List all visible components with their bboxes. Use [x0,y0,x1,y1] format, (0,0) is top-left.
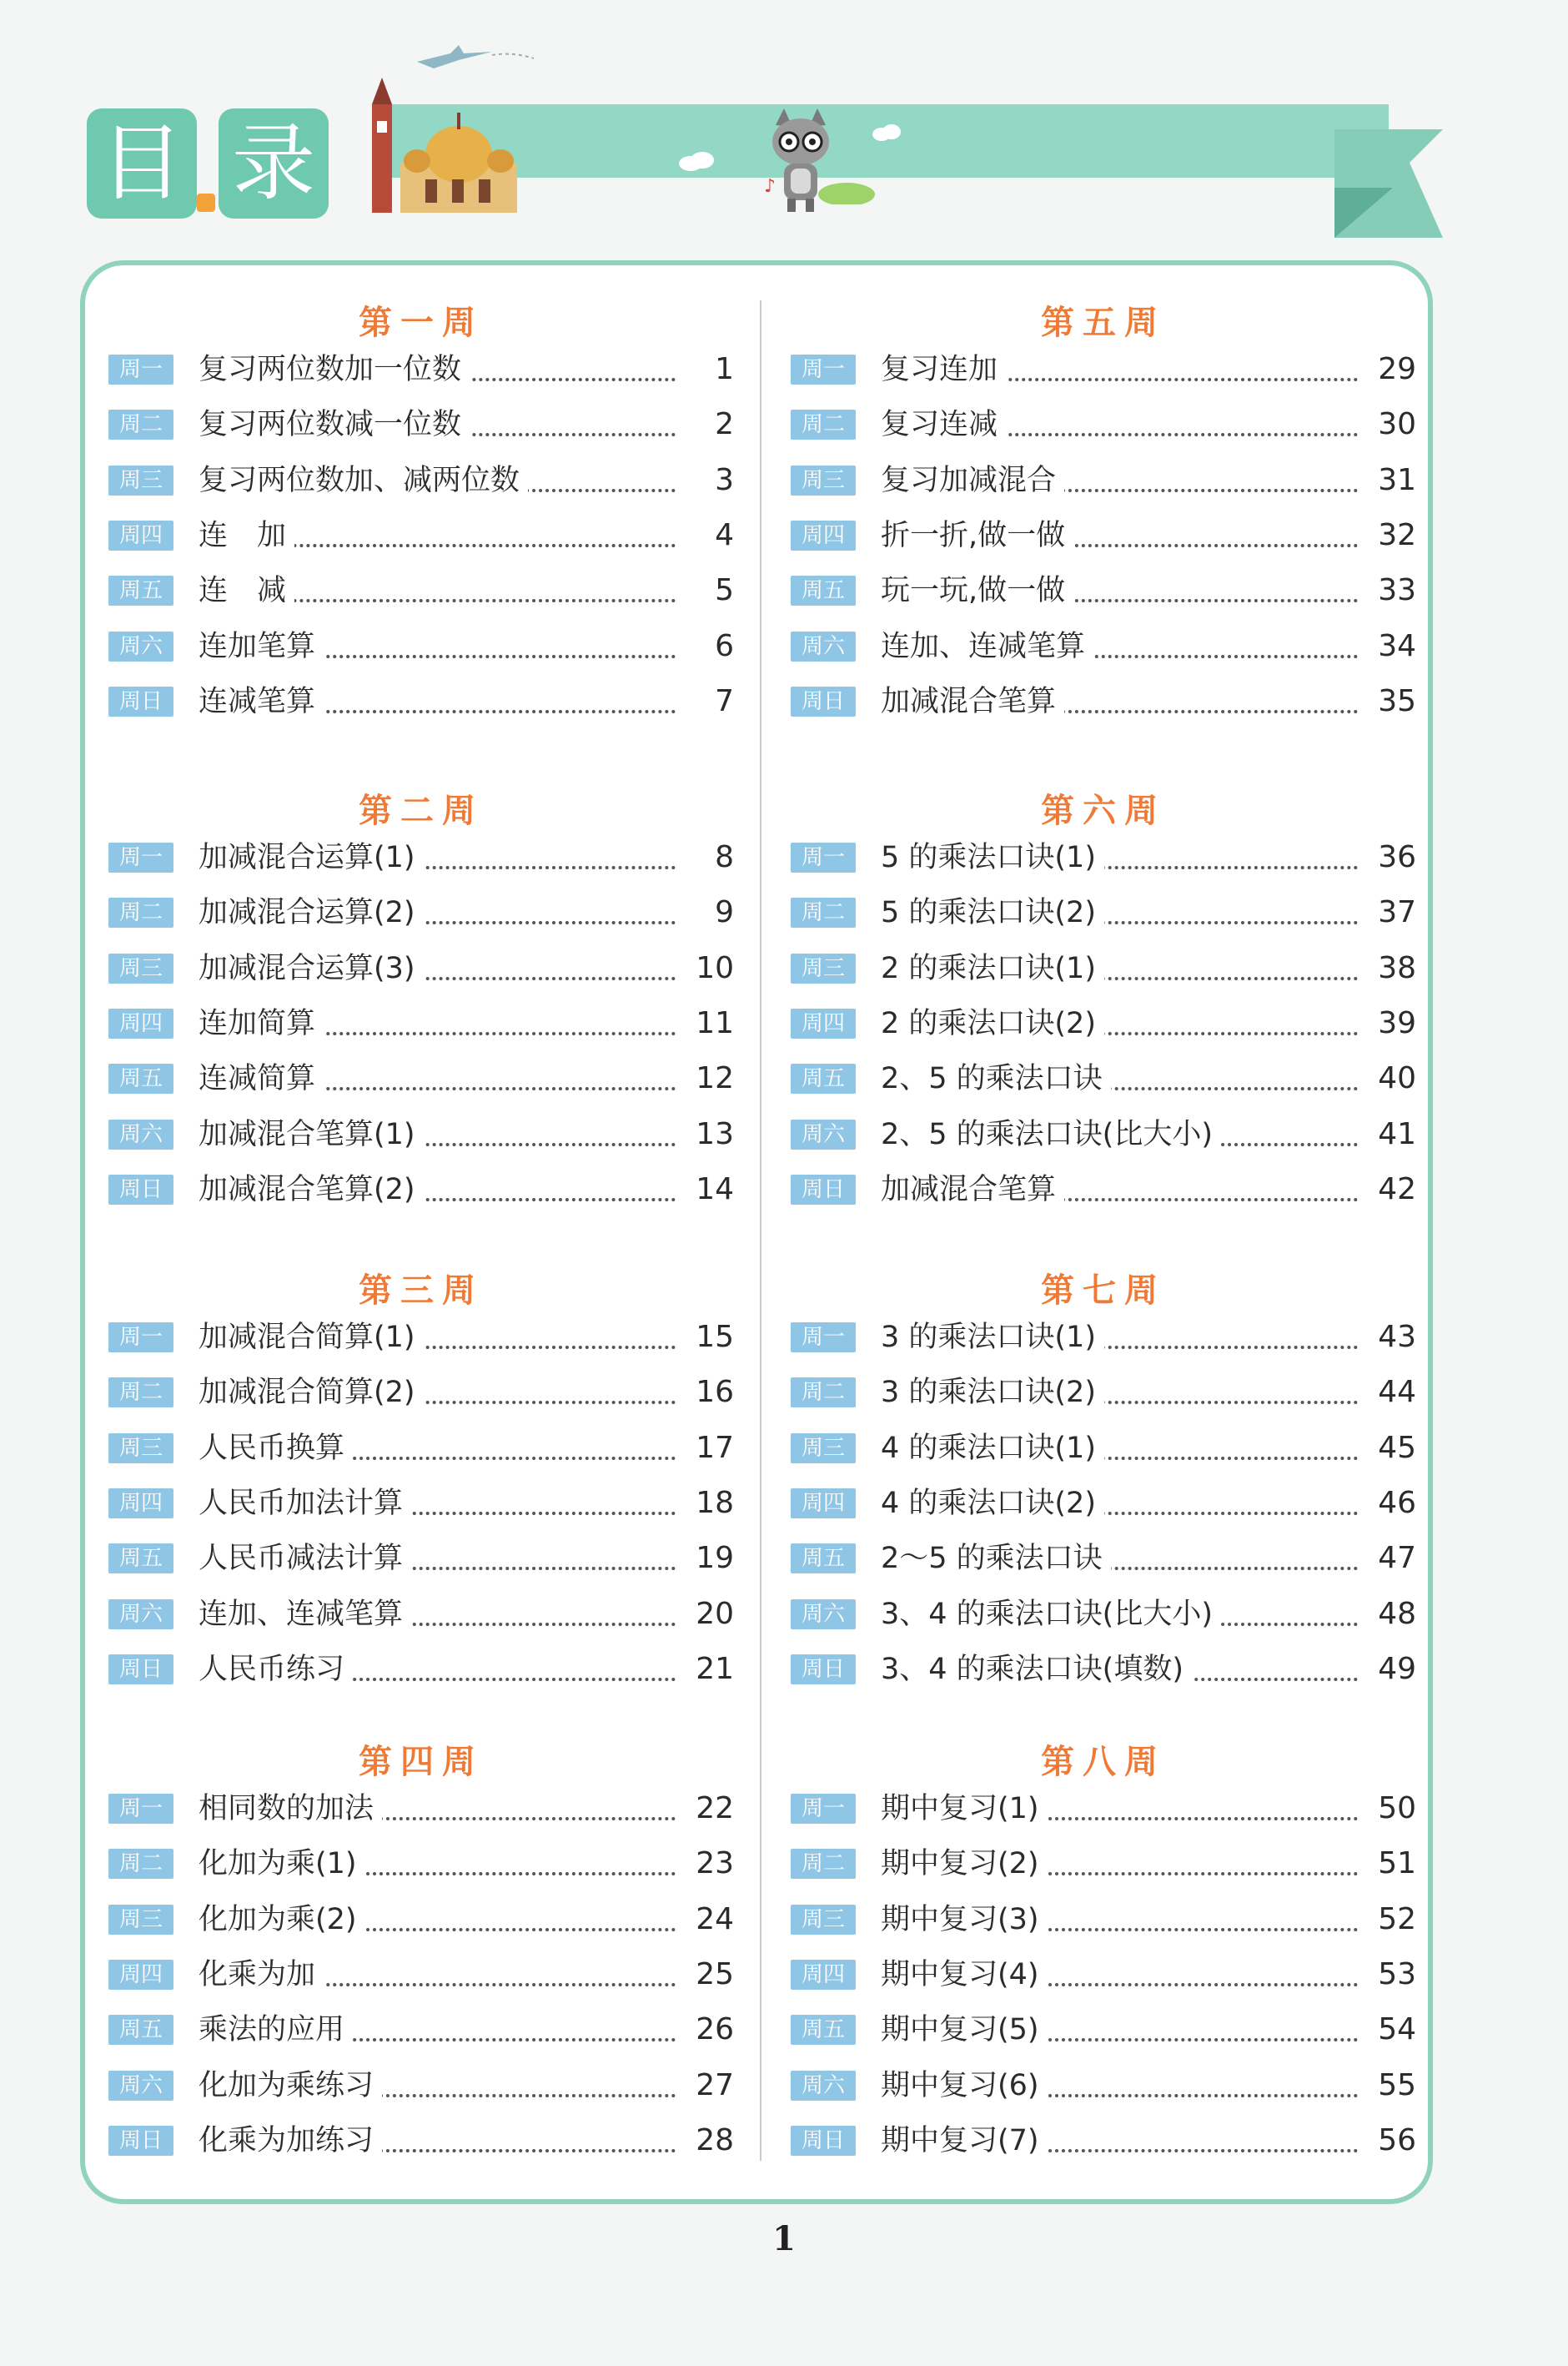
toc-entry[interactable] [108,1593,734,1639]
entry-page-number: 28 [689,2119,734,2162]
entry-label: 连 减 [199,569,294,612]
entry-page-number: 12 [689,1057,734,1100]
entry-page-number: 15 [689,1316,734,1359]
entry-label: 4 的乘法口诀(2) [881,1482,1104,1525]
entry-page-number: 6 [708,625,734,668]
day-badge: 周二 [791,1377,856,1407]
entry-label: 复习两位数加、减两位数 [199,459,528,502]
page-number: 1 [772,2219,796,2258]
entry-label: 人民币减法计算 [199,1537,411,1580]
entry-page-number: 39 [1371,1002,1416,1045]
entry-page-number: 21 [689,1648,734,1691]
entry-page-number: 19 [689,1537,734,1580]
entry-page-number: 18 [689,1482,734,1525]
toc-entry[interactable] [791,1787,1416,1834]
entry-page-number: 55 [1371,2064,1416,2107]
entry-label: 连加笔算 [199,625,324,668]
entry-label: 连加、连减笔算 [881,625,1093,668]
entry-page-number: 16 [689,1371,734,1414]
entry-label: 期中复习(3) [881,1898,1048,1941]
entry-label: 5 的乘法口诀(2) [881,891,1104,934]
day-badge: 周六 [108,1599,173,1629]
day-badge: 周二 [108,1377,173,1407]
toc-entry[interactable] [108,1787,734,1834]
entry-label: 加减混合简算(2) [199,1371,424,1414]
entry-page-number: 32 [1371,514,1416,557]
toc-entry[interactable] [791,403,1416,450]
entry-page-number: 38 [1371,947,1416,990]
day-badge: 周一 [108,355,173,385]
day-badge: 周五 [108,1543,173,1573]
toc-entry[interactable] [108,891,734,938]
entry-label: 2～5 的乘法口诀 [881,1537,1111,1580]
entry-label: 乘法的应用 [199,2008,353,2051]
day-badge: 周三 [108,1433,173,1463]
title-char-2: 录 [232,114,315,212]
entry-label: 期中复习(1) [881,1787,1048,1830]
entry-label: 复习连加 [881,348,1006,391]
toc-entry[interactable] [108,1648,734,1694]
day-badge: 周一 [791,843,856,873]
entry-label: 连加简算 [199,1002,324,1045]
day-badge: 周四 [108,1009,173,1039]
toc-entry[interactable] [791,891,1416,938]
entry-label: 连 加 [199,514,294,557]
day-badge: 周日 [791,687,856,717]
entry-page-number: 41 [1371,1113,1416,1156]
entry-label: 2、5 的乘法口诀 [881,1057,1111,1100]
entry-page-number: 2 [708,403,734,446]
toc-entry[interactable] [791,2008,1416,2055]
entry-label: 期中复习(7) [881,2119,1048,2162]
day-badge: 周四 [791,1960,856,1990]
entry-page-number: 5 [708,569,734,612]
day-badge: 周一 [791,355,856,385]
entry-label: 4 的乘法口诀(1) [881,1427,1104,1470]
day-badge: 周一 [791,1322,856,1352]
entry-label: 折一折,做一做 [881,514,1073,557]
entry-label: 连加、连减笔算 [199,1593,411,1636]
toc-entry[interactable] [791,348,1416,395]
column-divider [760,300,761,2161]
entry-label: 期中复习(4) [881,1953,1048,1996]
day-badge: 周六 [108,2071,173,2101]
day-badge: 周六 [791,2071,856,2101]
toc-entry[interactable] [108,625,734,672]
entry-page-number: 36 [1371,836,1416,879]
toc-entry[interactable] [108,1113,734,1160]
entry-label: 3 的乘法口诀(1) [881,1316,1104,1359]
entry-page-number: 52 [1371,1898,1416,1941]
entry-page-number: 14 [689,1168,734,1211]
entry-label: 化加为乘(1) [199,1842,365,1885]
toc-entry[interactable] [791,1002,1416,1049]
toc-entry[interactable] [108,1842,734,1889]
entry-label: 2、5 的乘法口诀(比大小) [881,1113,1221,1156]
entry-label: 连减笔算 [199,680,324,723]
toc-entry[interactable] [791,514,1416,561]
entry-label: 化乘为加 [199,1953,324,1996]
day-badge: 周五 [108,576,173,606]
day-badge: 周三 [791,466,856,496]
toc-entry[interactable] [108,1316,734,1362]
day-badge: 周日 [108,687,173,717]
entry-page-number: 49 [1371,1648,1416,1691]
week-title: 第五周 [1041,304,1166,342]
day-badge: 周四 [108,1960,173,1990]
toc-entry[interactable] [791,1371,1416,1417]
entry-label: 人民币加法计算 [199,1482,411,1525]
toc-entry[interactable] [108,1371,734,1417]
entry-page-number: 23 [689,1842,734,1885]
entry-page-number: 47 [1371,1537,1416,1580]
entry-page-number: 8 [708,836,734,879]
entry-page-number: 31 [1371,459,1416,502]
entry-label: 加减混合运算(3) [199,947,424,990]
toc-entry[interactable] [108,2064,734,2111]
day-badge: 周二 [791,898,856,928]
day-badge: 周四 [108,521,173,551]
day-badge: 周日 [108,1654,173,1684]
toc-entry[interactable] [108,1057,734,1104]
day-badge: 周四 [791,521,856,551]
toc-entry[interactable] [791,1482,1416,1528]
entry-label: 玩一玩,做一做 [881,569,1073,612]
entry-label: 加减混合简算(1) [199,1316,424,1359]
entry-label: 人民币练习 [199,1648,353,1691]
day-badge: 周三 [791,954,856,984]
entry-page-number: 20 [689,1593,734,1636]
week-title: 第七周 [1041,1271,1166,1310]
entry-label: 复习加减混合 [881,459,1064,502]
entry-label: 加减混合笔算 [881,680,1064,723]
toc-entry[interactable] [108,403,734,450]
day-badge: 周六 [791,632,856,662]
toc-entry[interactable] [108,2119,734,2166]
day-badge: 周五 [791,1543,856,1573]
entry-page-number: 13 [689,1113,734,1156]
entry-label: 复习两位数加一位数 [199,348,470,391]
entry-label: 化加为乘(2) [199,1898,365,1941]
day-badge: 周六 [791,1599,856,1629]
toc-entry[interactable] [108,1168,734,1215]
day-badge: 周三 [108,954,173,984]
week-title: 第一周 [359,304,484,342]
entry-label: 2 的乘法口诀(1) [881,947,1104,990]
entry-label: 复习两位数减一位数 [199,403,470,446]
day-badge: 周二 [108,410,173,440]
toc-entry[interactable] [108,1002,734,1049]
entry-page-number: 30 [1371,403,1416,446]
day-badge: 周日 [108,2126,173,2156]
toc-entry[interactable] [791,947,1416,994]
toc-entry[interactable] [108,1482,734,1528]
week-title: 第二周 [359,792,484,830]
entry-label: 3 的乘法口诀(2) [881,1371,1104,1414]
day-badge: 周五 [108,1064,173,1094]
entry-page-number: 45 [1371,1427,1416,1470]
entry-label: 3、4 的乘法口诀(填数) [881,1648,1192,1691]
toc-entry[interactable] [791,1953,1416,2000]
day-badge: 周三 [108,466,173,496]
toc-entry[interactable] [108,459,734,506]
entry-label: 2 的乘法口诀(2) [881,1002,1104,1045]
entry-page-number: 25 [689,1953,734,1996]
entry-page-number: 46 [1371,1482,1416,1525]
toc-entry[interactable] [108,1427,734,1473]
entry-page-number: 24 [689,1898,734,1941]
entry-page-number: 1 [708,348,734,391]
entry-label: 化加为乘练习 [199,2064,382,2107]
toc-entry[interactable] [108,514,734,561]
entry-label: 复习连减 [881,403,1006,446]
entry-page-number: 42 [1371,1168,1416,1211]
day-badge: 周三 [108,1905,173,1935]
day-badge: 周二 [108,1849,173,1879]
right-column [791,0,1416,2366]
day-badge: 周五 [791,2015,856,2045]
day-badge: 周二 [791,1849,856,1879]
entry-label: 5 的乘法口诀(1) [881,836,1104,879]
day-badge: 周一 [108,843,173,873]
entry-page-number: 43 [1371,1316,1416,1359]
toc-entry[interactable] [791,1537,1416,1583]
toc-entry[interactable] [108,680,734,727]
day-badge: 周六 [108,1120,173,1150]
toc-entry[interactable] [791,1427,1416,1473]
toc-entry[interactable] [791,2119,1416,2166]
week-title: 第四周 [359,1743,484,1781]
entry-page-number: 51 [1371,1842,1416,1885]
day-badge: 周四 [791,1009,856,1039]
entry-label: 加减混合笔算 [881,1168,1064,1211]
toc-entry[interactable] [791,459,1416,506]
toc-entry[interactable] [791,1057,1416,1104]
toc-entry[interactable] [791,1898,1416,1945]
day-badge: 周二 [108,898,173,928]
day-badge: 周日 [791,1654,856,1684]
entry-label: 人民币换算 [199,1427,353,1470]
entry-page-number: 26 [689,2008,734,2051]
entry-label: 加减混合运算(2) [199,891,424,934]
entry-page-number: 56 [1371,2119,1416,2162]
entry-label: 期中复习(5) [881,2008,1048,2051]
toc-entry[interactable] [108,569,734,616]
entry-page-number: 10 [689,947,734,990]
entry-label: 3、4 的乘法口诀(比大小) [881,1593,1221,1636]
entry-page-number: 7 [708,680,734,723]
day-badge: 周四 [791,1488,856,1518]
day-badge: 周三 [791,1433,856,1463]
toc-entry[interactable] [108,348,734,395]
entry-page-number: 22 [689,1787,734,1830]
entry-page-number: 4 [708,514,734,557]
toc-entry[interactable] [791,1842,1416,1889]
entry-label: 连减简算 [199,1057,324,1100]
toc-entry[interactable] [791,1593,1416,1639]
day-badge: 周日 [791,1175,856,1205]
week-title: 第三周 [359,1271,484,1310]
day-badge: 周六 [791,1120,856,1150]
day-badge: 周一 [108,1322,173,1352]
toc-entry[interactable] [791,1168,1416,1215]
entry-page-number: 17 [689,1427,734,1470]
toc-entry[interactable] [791,680,1416,727]
toc-entry[interactable] [108,1898,734,1945]
entry-page-number: 33 [1371,569,1416,612]
day-badge: 周二 [791,410,856,440]
toc-entry[interactable] [108,836,734,883]
entry-label: 相同数的加法 [199,1787,382,1830]
toc-entry[interactable] [108,1953,734,2000]
toc-entry[interactable] [791,2064,1416,2111]
toc-entry[interactable] [108,1537,734,1583]
day-badge: 周五 [791,1064,856,1094]
entry-page-number: 54 [1371,2008,1416,2051]
entry-page-number: 27 [689,2064,734,2107]
day-badge: 周六 [108,632,173,662]
day-badge: 周日 [791,2126,856,2156]
entry-page-number: 3 [708,459,734,502]
toc-entry[interactable] [791,625,1416,672]
entry-page-number: 50 [1371,1787,1416,1830]
entry-label: 加减混合运算(1) [199,836,424,879]
entry-page-number: 11 [689,1002,734,1045]
toc-entry[interactable] [791,1113,1416,1160]
toc-entry[interactable] [108,947,734,994]
week-title: 第八周 [1041,1743,1166,1781]
toc-entry[interactable] [108,2008,734,2055]
entry-page-number: 53 [1371,1953,1416,1996]
entry-page-number: 48 [1371,1593,1416,1636]
entry-page-number: 9 [708,891,734,934]
entry-page-number: 35 [1371,680,1416,723]
day-badge: 周五 [791,576,856,606]
entry-page-number: 37 [1371,891,1416,934]
entry-page-number: 29 [1371,348,1416,391]
day-badge: 周三 [791,1905,856,1935]
entry-page-number: 44 [1371,1371,1416,1414]
entry-label: 加减混合笔算(2) [199,1168,424,1211]
entry-label: 期中复习(2) [881,1842,1048,1885]
day-badge: 周五 [108,2015,173,2045]
entry-label: 化乘为加练习 [199,2119,382,2162]
toc-entry[interactable] [791,569,1416,616]
entry-label: 加减混合笔算(1) [199,1113,424,1156]
svg-text:♪: ♪ [764,176,776,197]
toc-entry[interactable] [791,836,1416,883]
day-badge: 周日 [108,1175,173,1205]
day-badge: 周四 [108,1488,173,1518]
toc-entry[interactable] [791,1316,1416,1362]
title-char-1: 目 [100,114,183,212]
week-title: 第六周 [1041,792,1166,830]
entry-page-number: 34 [1371,625,1416,668]
day-badge: 周一 [791,1794,856,1824]
toc-entry[interactable] [791,1648,1416,1694]
left-column [108,0,734,2366]
day-badge: 周一 [108,1794,173,1824]
entry-label: 期中复习(6) [881,2064,1048,2107]
entry-page-number: 40 [1371,1057,1416,1100]
